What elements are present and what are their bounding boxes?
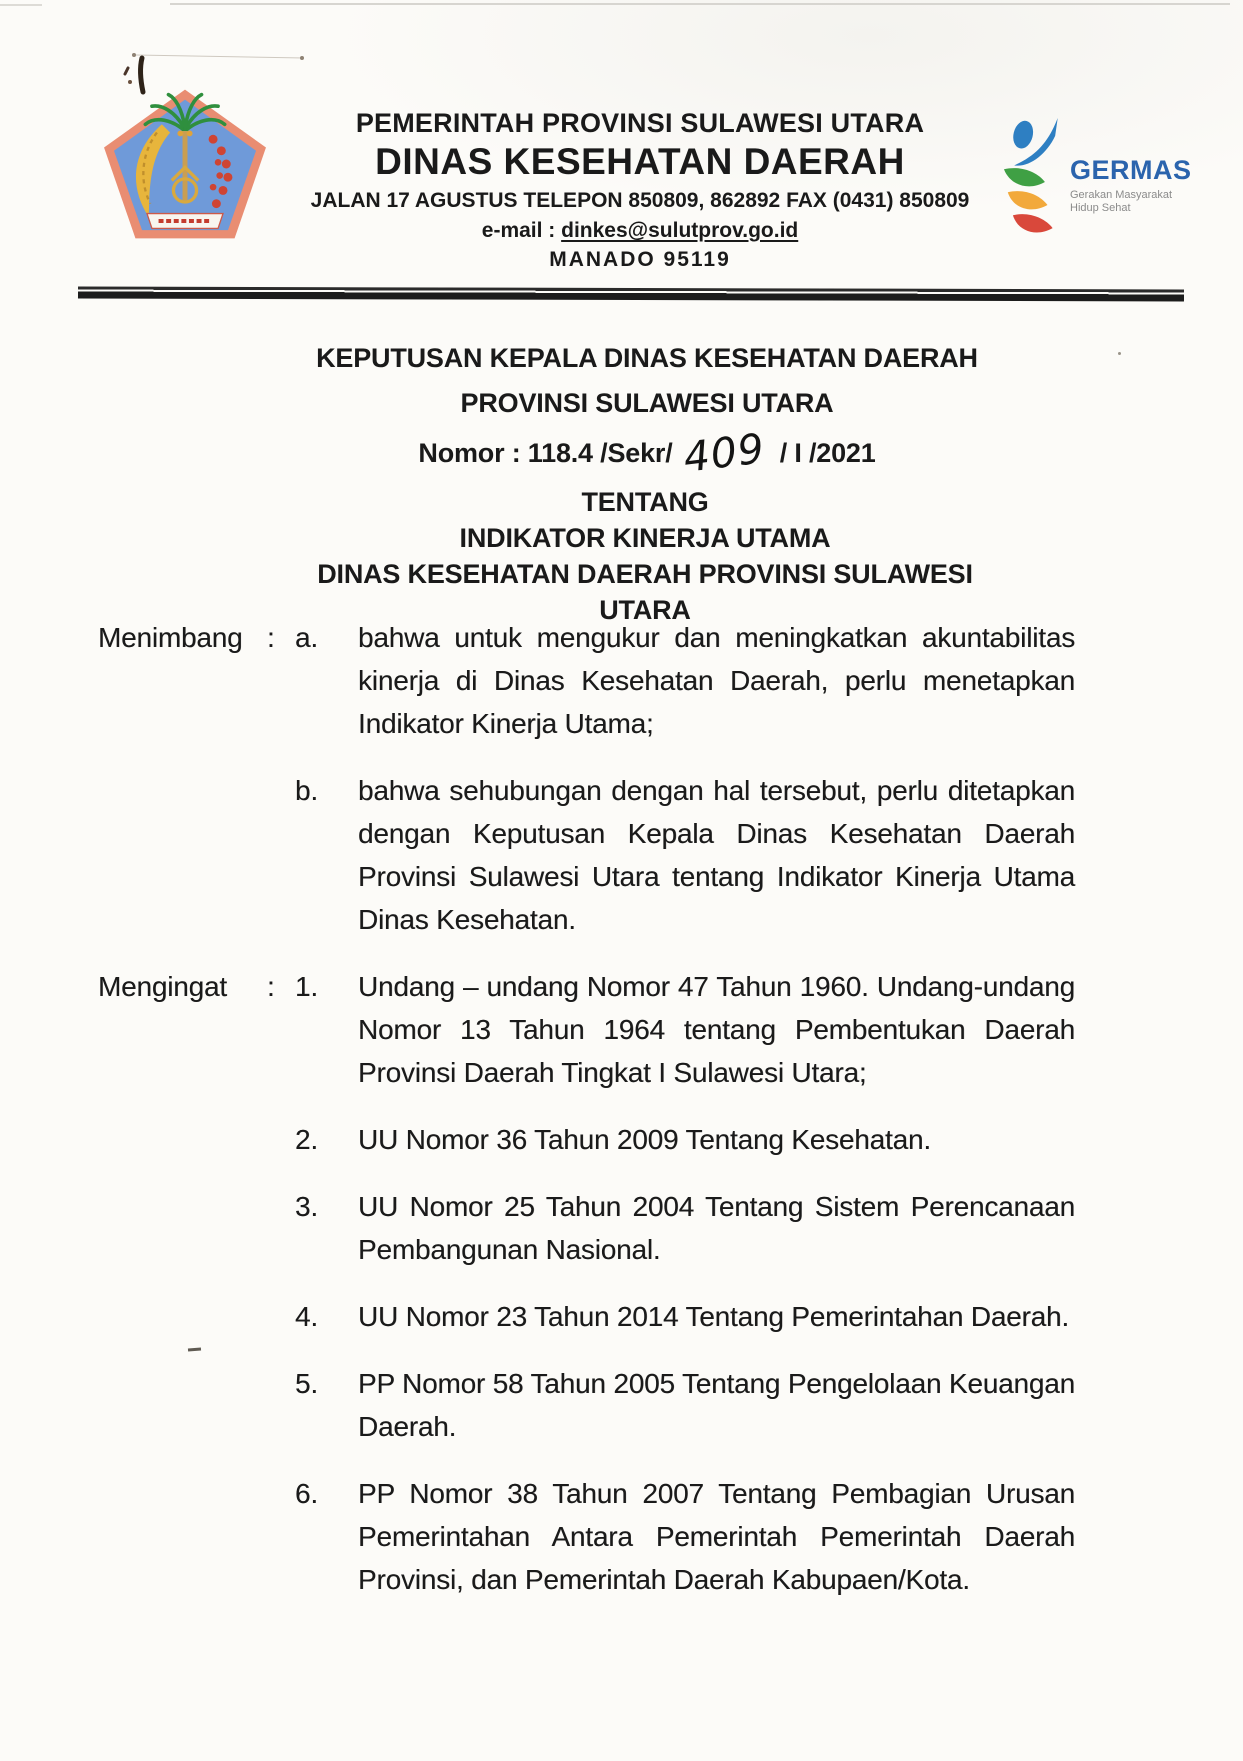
item-text: UU Nomor 23 Tahun 2014 Tentang Pemerintahan Daerah. bbox=[358, 1301, 1070, 1332]
recalling-item bbox=[98, 1362, 1075, 1448]
handwritten-number: 409 bbox=[680, 424, 767, 482]
item-text: UU Nomor 36 Tahun 2009 Tentang Kesehatan. bbox=[358, 1124, 931, 1155]
item-marker: a. bbox=[295, 622, 318, 653]
item-marker: 4. bbox=[295, 1301, 318, 1332]
decree-number-line bbox=[307, 424, 987, 482]
letterhead-city: MANADO 95119 bbox=[549, 248, 731, 271]
provincial-seal-icon bbox=[98, 88, 272, 240]
recalling-item bbox=[98, 1118, 1075, 1161]
separator-colon: : bbox=[267, 622, 275, 653]
decree-title-line1: KEPUTUSAN KEPALA DINAS KESEHATAN DAERAH bbox=[316, 343, 978, 373]
item-text: bahwa untuk mengukur dan meningkatkan akuntabilitas kinerja di Dinas Kesehatan Daerah, perlu menetapkan Indikator Kinerja Utama; bbox=[358, 622, 1075, 739]
decree-number-suffix: / I /2021 bbox=[779, 438, 876, 468]
item-text: PP Nomor 38 Tahun 2007 Tentang Pembagian Urusan Pemerintahan Antara Pemerintah Pemerintah Daerah Provinsi, dan Pemerintah Daerah Kabupaen/Kota. bbox=[358, 1478, 1075, 1595]
recalling-item bbox=[98, 1185, 1075, 1271]
letterhead-divider-rule bbox=[78, 287, 1184, 302]
decree-title bbox=[307, 336, 987, 482]
scan-dot-artifact bbox=[1118, 352, 1121, 355]
item-marker: 5. bbox=[295, 1368, 318, 1399]
considering-item bbox=[98, 769, 1075, 941]
recalling-item bbox=[98, 1295, 1075, 1338]
email-address: dinkes@sulutprov.go.id bbox=[561, 219, 799, 242]
letterhead bbox=[280, 106, 1000, 274]
considering-item bbox=[98, 616, 1075, 745]
germas-logo bbox=[988, 118, 1192, 246]
tentang-label: TENTANG bbox=[581, 487, 709, 517]
section-label-mengingat: Mengingat bbox=[98, 971, 227, 1002]
item-text: UU Nomor 25 Tahun 2004 Tentang Sistem Perencanaan Pembangunan Nasional. bbox=[358, 1191, 1075, 1265]
scan-edge-line-left bbox=[0, 4, 42, 6]
germas-text bbox=[1070, 156, 1192, 215]
recalling-item bbox=[98, 1472, 1075, 1601]
recalling-item bbox=[98, 965, 1075, 1094]
letterhead-government: PEMERINTAH PROVINSI SULAWESI UTARA bbox=[355, 108, 925, 138]
subject-line2: DINAS KESEHATAN DAERAH PROVINSI SULAWESI UTARA bbox=[317, 559, 973, 625]
item-marker: 3. bbox=[295, 1191, 318, 1222]
item-text: bahwa sehubungan dengan hal tersebut, perlu ditetapkan dengan Keputusan Kepala Dinas Kesehatan Daerah Provinsi Sulawesi Utara tentang Indikator Kinerja Utama Dinas Kesehatan. bbox=[358, 775, 1075, 935]
scan-edge-line bbox=[170, 3, 1230, 5]
germas-tagline: Gerakan Masyarakat Hidup Sehat bbox=[1070, 189, 1173, 214]
section-label-menimbang: Menimbang bbox=[98, 622, 243, 653]
letterhead-email-line bbox=[280, 216, 1000, 245]
decree-number-prefix: Nomor : 118.4 /Sekr/ bbox=[418, 438, 673, 468]
decree-title-line2: PROVINSI SULAWESI UTARA bbox=[460, 388, 834, 418]
scan-dot-artifact bbox=[300, 56, 304, 60]
decree-body bbox=[98, 616, 1075, 1625]
item-marker: 2. bbox=[295, 1124, 318, 1155]
item-marker: 1. bbox=[295, 971, 318, 1002]
letterhead-agency: DINAS KESEHATAN DAERAH bbox=[375, 141, 905, 182]
germas-figure-icon bbox=[988, 118, 1066, 246]
subject-line1: INDIKATOR KINERJA UTAMA bbox=[459, 523, 831, 553]
decree-subject bbox=[290, 484, 1000, 628]
germas-wordmark: GERMAS bbox=[1070, 155, 1192, 185]
email-label: e-mail : bbox=[481, 219, 562, 242]
item-marker: b. bbox=[295, 775, 318, 806]
item-marker: 6. bbox=[295, 1478, 318, 1509]
separator-colon: : bbox=[267, 971, 275, 1002]
letterhead-address: JALAN 17 AGUSTUS TELEPON 850809, 862892 FAX (0431) 850809 bbox=[310, 189, 970, 212]
item-text: Undang – undang Nomor 47 Tahun 1960. Undang-undang Nomor 13 Tahun 1964 tentang Pembentukan Daerah Provinsi Daerah Tingkat I Sulawesi Utara; bbox=[358, 971, 1075, 1088]
item-text: PP Nomor 58 Tahun 2005 Tentang Pengelolaan Keuangan Daerah. bbox=[358, 1368, 1075, 1442]
